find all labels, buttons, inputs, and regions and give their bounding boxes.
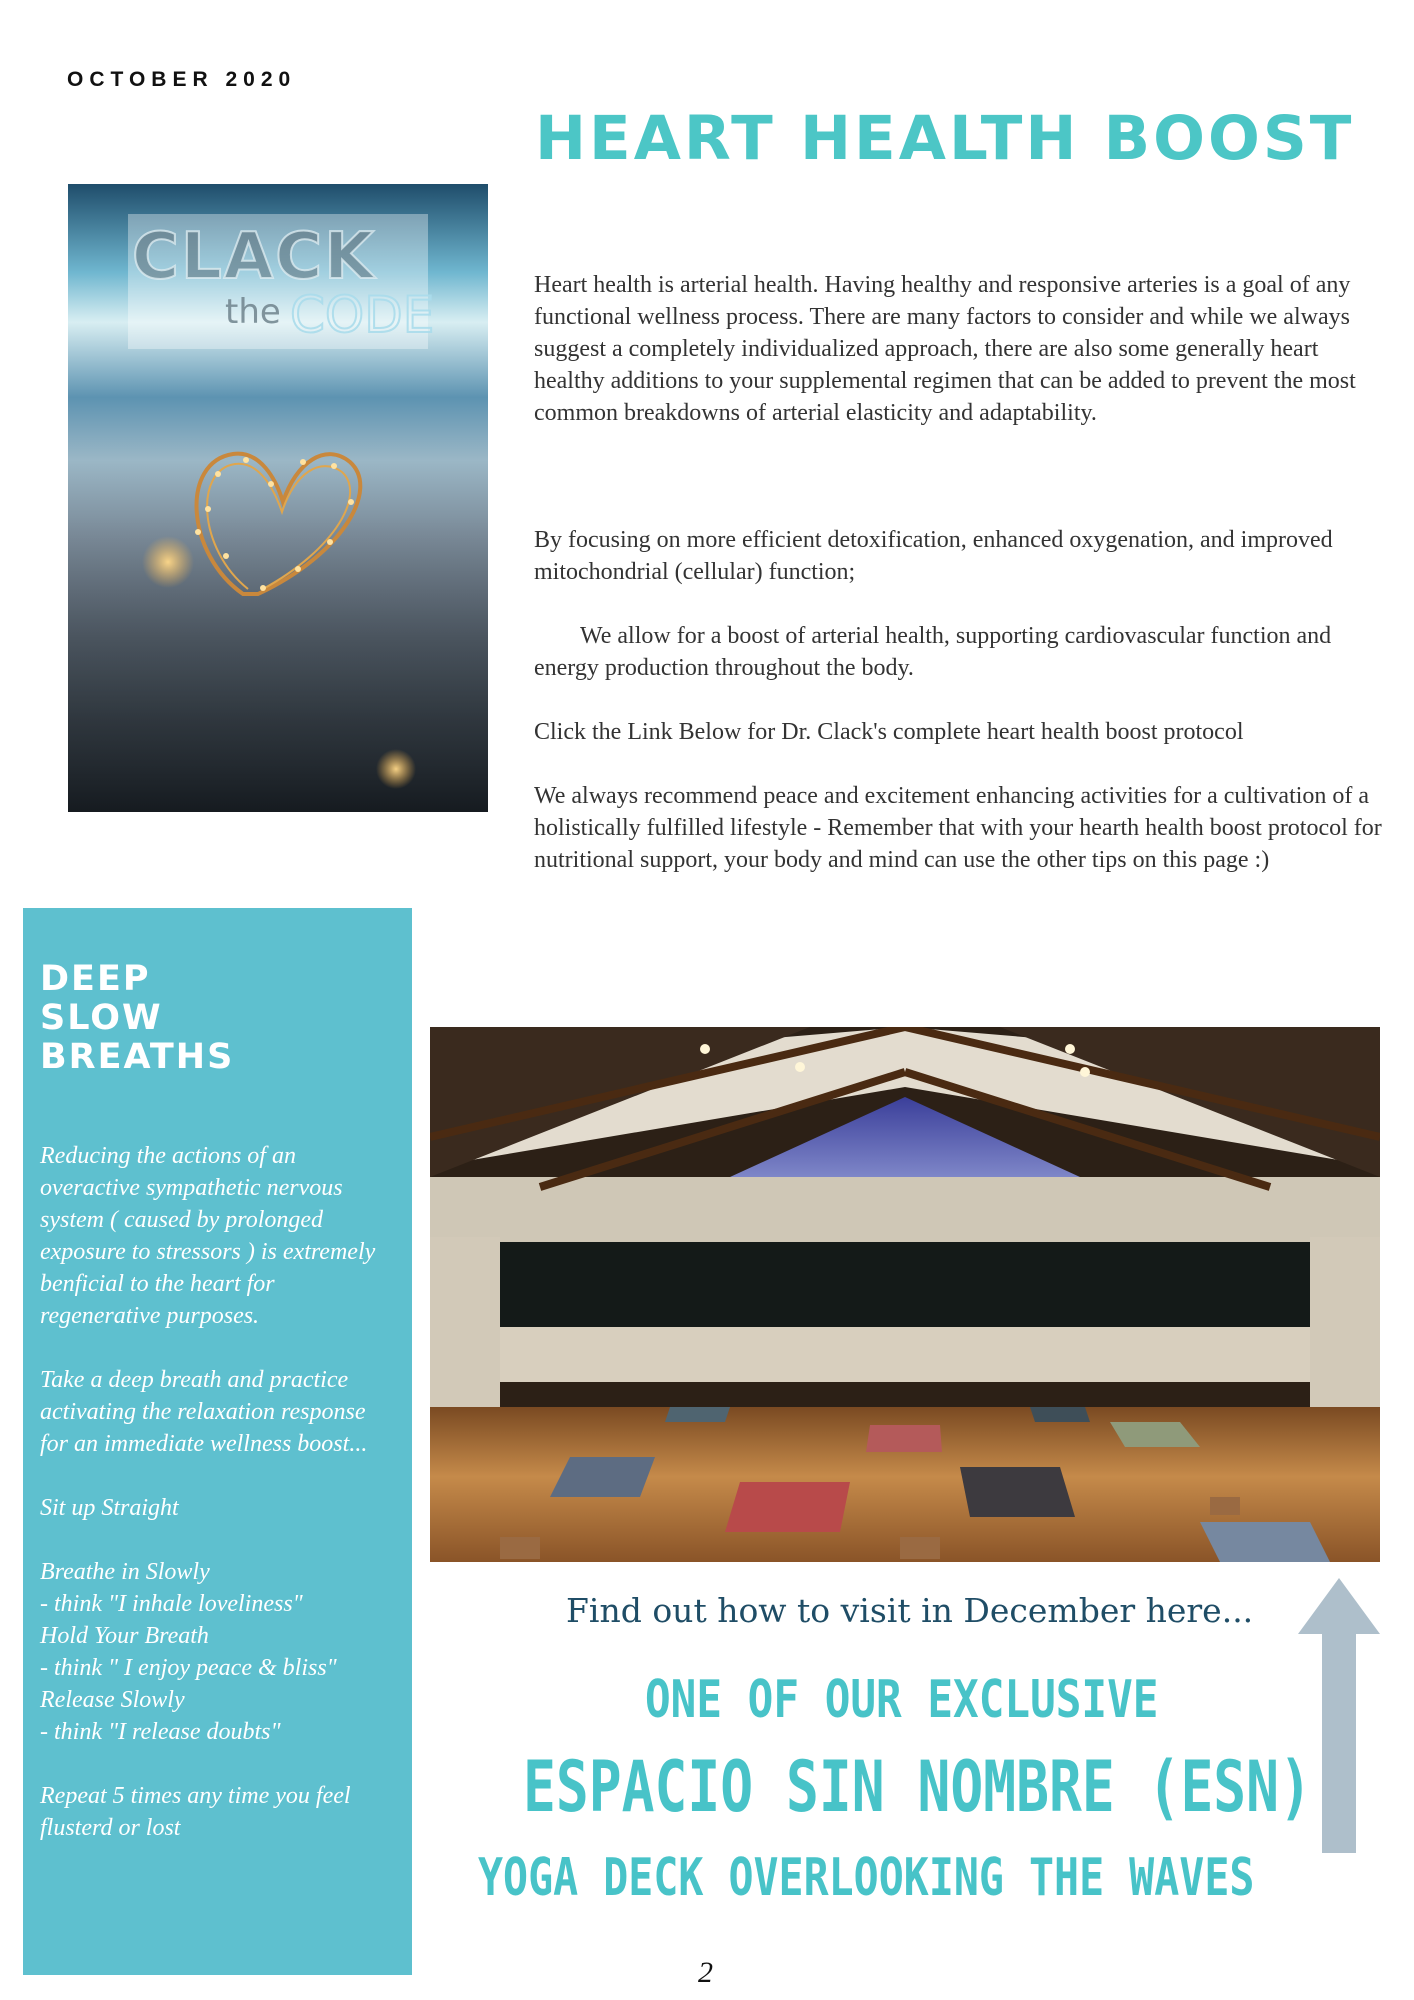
promo-headline-3: YOGA DECK OVERLOOKING THE WAVES <box>478 1848 1255 1908</box>
promo-headline-1: ONE OF OUR EXCLUSIVE <box>645 1670 1159 1730</box>
step-release-think: - think "I release doubts" <box>40 1719 281 1745</box>
sidebar-title-line: DEEP <box>40 959 151 999</box>
step-hold: Hold Your Breath <box>40 1623 209 1649</box>
issue-date: OCTOBER 2020 <box>67 68 297 91</box>
deep-breaths-sidebar <box>23 908 412 1975</box>
sidebar-title-line: SLOW <box>40 998 163 1038</box>
sidebar-paragraph: Reducing the actions of an overactive sympathetic nervous system ( caused by prolonged exposure to stressors ) is extremely benficial to the heart for regenerative purposes. <box>40 1143 376 1329</box>
logo-code: CODE <box>290 286 435 344</box>
visit-link[interactable]: Find out how to visit in December here... <box>566 1591 1254 1630</box>
up-arrow-icon <box>1298 1578 1380 1858</box>
logo-the: the <box>225 292 281 332</box>
article-paragraph-2: By focusing on more efficient detoxification, enhanced oxygenation, and improved mitochondrial (cellular) function; <box>534 527 1333 585</box>
article-paragraph-5: We always recommend peace and excitement enhancing activities for a cultivation of a holistically fulfilled lifestyle - Remember that with your hearth health boost protocol for nutritional support, your body and mind can use the other tips on this page :) <box>534 783 1382 873</box>
sidebar-paragraph: Repeat 5 times any time you feel flusterd or lost <box>40 1783 351 1841</box>
article-paragraph-3: We allow for a boost of arterial health, supporting cardiovascular function and energy production throughout the body. <box>534 623 1332 681</box>
promo-headline-2: ESPACIO SIN NOMBRE (ESN) <box>523 1746 1312 1828</box>
page-title: HEART HEALTH BOOST <box>535 103 1355 174</box>
sidebar-paragraph: Take a deep breath and practice activating the relaxation response for an immediate wellness boost... <box>40 1367 368 1457</box>
step-breathe: Breathe in Slowly <box>40 1559 210 1585</box>
step-release: Release Slowly <box>40 1687 185 1713</box>
yoga-deck-illustration <box>430 1027 1380 1562</box>
sidebar-paragraph: Sit up Straight <box>40 1495 179 1521</box>
sidebar-body <box>40 1140 390 1876</box>
yoga-deck-photo <box>430 1027 1380 1562</box>
step-breathe-think: - think "I inhale loveliness" <box>40 1591 303 1617</box>
sidebar-title <box>40 960 234 1077</box>
protocol-link-text[interactable]: Click the Link Below for Dr. Clack's complete heart health boost protocol <box>534 719 1244 745</box>
page-number: 2 <box>698 1956 713 1989</box>
breathing-steps <box>40 1556 390 1748</box>
article-paragraph-1: Heart health is arterial health. Having healthy and responsive arteries is a goal of any functional wellness process. There are many factors to consider and while we always suggest a completely individualized approach, there are also some generally heart healthy additions to your supplemental regimen that can be added to prevent the most common breakdowns of arterial elasticity and adaptability. <box>534 272 1356 426</box>
hero-heart-image <box>68 184 488 812</box>
step-hold-think: - think " I enjoy peace & bliss" <box>40 1655 337 1681</box>
logo-clack: CLACK <box>132 220 376 294</box>
sidebar-title-line: BREATHS <box>40 1037 235 1077</box>
